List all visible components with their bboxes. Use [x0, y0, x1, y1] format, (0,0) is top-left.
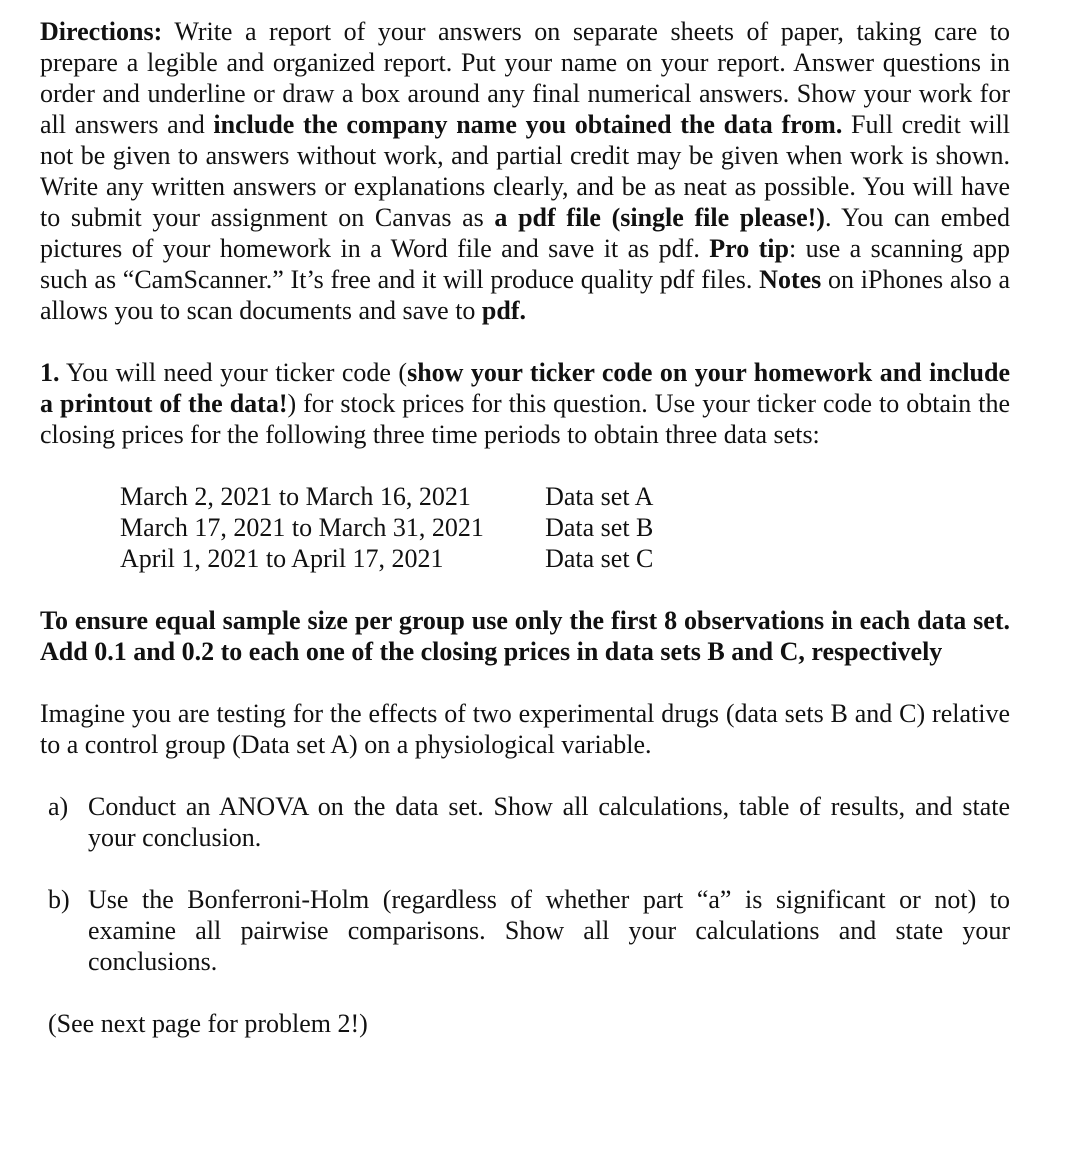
directions-company-note: include the company name you obtained the data from.: [213, 110, 843, 139]
data-set-period: April 1, 2021 to April 17, 2021: [120, 544, 444, 573]
part-label: a): [48, 792, 69, 821]
directions-label: Directions:: [40, 17, 163, 46]
question-part-a: [48, 791, 1010, 853]
directions-paragraph: [40, 16, 1010, 326]
data-set-row: [120, 481, 720, 512]
directions-text-1: Write a report of your answers on separate sheets of paper, taking care to prepare a legible and organized report. Put your name on your report. Answer questions in order and underline or draw a box around any final numerical answers. Show your work for all answers and: [40, 17, 1010, 139]
data-set-name: Data set B: [545, 513, 654, 542]
question-1-text-1: You will need your ticker code (: [59, 358, 408, 387]
directions-text-3: . You can embed pictures of your homework in a Word file and save it as pdf.: [40, 203, 1011, 263]
directions-text-2: Full credit will not be given to answers without work, and partial credit may be given when work is shown. Write any written answers or explanations clearly, and be as neat as possible. You will have to submit your assignment on Canvas as: [40, 110, 1010, 232]
question-parts: [40, 791, 1010, 977]
question-1-text-2: ) for stock prices for this question. Use your ticker code to obtain the closing prices for the following three time periods to obtain three data sets:: [40, 389, 1010, 449]
pdf-label: pdf.: [481, 296, 526, 325]
part-text: Use the Bonferroni-Holm (regardless of whether part “a” is significant or not) to examine all pairwise comparisons. Show all your calculations and state your conclusions.: [88, 885, 1010, 976]
question-1-number: 1.: [40, 358, 60, 387]
data-set-list: [120, 481, 720, 574]
directions-pdf-note: a pdf file (single file please!): [494, 203, 825, 232]
equal-sample-size-instruction: To ensure equal sample size per group use only the first 8 observations in each data set. Add 0.1 and 0.2 to each one of the closing prices in data sets B and C, respectively: [40, 606, 1010, 666]
data-set-period: March 17, 2021 to March 31, 2021: [120, 513, 484, 542]
directions-text-5: on iPhones also a allows you to scan documents and save to: [40, 265, 1011, 325]
directions-text-4: : use a scanning app such as “CamScanner.” It’s free and it will produce quality pdf files.: [40, 234, 1011, 294]
data-set-name: Data set A: [545, 482, 654, 511]
pro-tip-label: Pro tip: [709, 234, 789, 263]
experiment-description: Imagine you are testing for the effects of two experimental drugs (data sets B and C) relative to a control group (Data set A) on a physiological variable.: [40, 699, 1010, 759]
data-set-period: March 2, 2021 to March 16, 2021: [120, 482, 471, 511]
part-label: b): [48, 885, 70, 914]
question-1-intro: [40, 357, 1010, 450]
data-set-row: [120, 543, 720, 574]
notes-label: Notes: [759, 265, 822, 294]
see-next-page-note: (See next page for problem 2!): [48, 1009, 368, 1038]
question-1-ticker-note: show your ticker code on your homework and include a printout of the data!: [40, 358, 1010, 418]
part-text: Conduct an ANOVA on the data set. Show all calculations, table of results, and state your conclusion.: [88, 792, 1010, 852]
assignment-page: [40, 16, 1010, 1065]
question-part-b: [48, 884, 1010, 977]
data-set-row: [120, 512, 720, 543]
data-set-name: Data set C: [545, 544, 654, 573]
